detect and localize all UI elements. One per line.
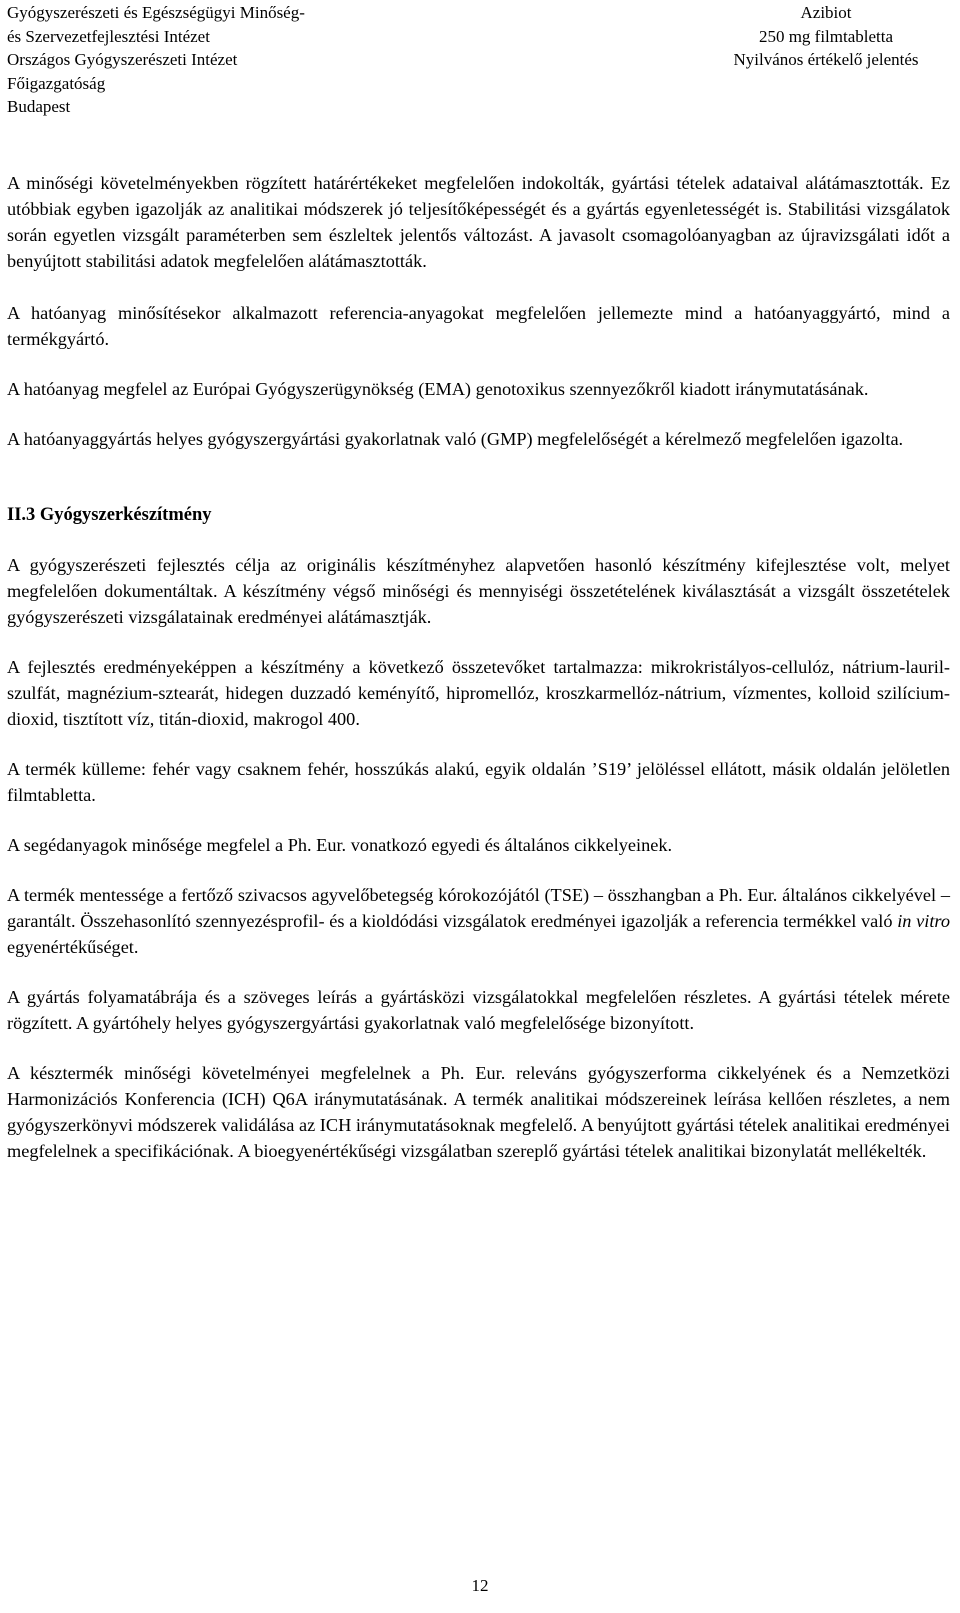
- header-left-line: és Szervezetfejlesztési Intézet: [7, 26, 210, 46]
- header-left-line: Budapest: [7, 97, 71, 116]
- header-left-line: Országos Gyógyszerészeti Intézet: [7, 50, 238, 69]
- paragraph: A segédanyagok minősége megfelel a Ph. Eur. vonatkozó egyedi és általános cikkelyeinek.: [7, 835, 673, 855]
- header-left-line: Gyógyszerészeti és Egészségügyi Minőség-: [7, 3, 305, 22]
- paragraph: A minőségi követelményekben rögzített határértékeket megfelelően indokolták, gyártási tételek adataival alátámasztották. Ez utóbbiak egyben igazolják az analitikai módszerek jó teljesítőképességét és a gyártás egyenletességét is. Stabilitási vizsgálatok során egyetlen vizsgált paraméterben sem észleltek jelentős változást. A javasolt csomagolóanyagban az újravizsgálati időt a benyújtott stabilitási adatok megfelelően alátámasztották.: [7, 173, 950, 271]
- paragraph: A késztermék minőségi követelményei megfelelnek a Ph. Eur. releváns gyógyszerforma cikkelyének és a Nemzetközi Harmonizációs Konferencia (ICH) Q6A iránymutatásának. A termék analitikai módszereinek leírása kellően részletes, a nem gyógyszerkönyvi módszerek validálása az ICH iránymutatásoknak megfelelő. A benyújtott gyártási tételek analitikai eredményei megfelelnek a specifikációnak. A bioegyenértékűségi vizsgálatban szereplő gyártási tételek analitikai bizonylatát mellékelték.: [7, 1063, 950, 1161]
- header-product-form: 250 mg filmtabletta: [758, 26, 894, 46]
- page-number: 12: [471, 1576, 489, 1595]
- header-institution: [7, 1, 305, 119]
- paragraph: A hatóanyag megfelel az Európai Gyógyszerügynökség (EMA) genotoxikus szennyezőkről kiadott iránymutatásának.: [7, 379, 869, 399]
- document-body: [7, 170, 950, 1188]
- paragraph-tse: [7, 882, 950, 960]
- paragraph: A termék külleme: fehér vagy csaknem fehér, hosszúkás alakú, egyik oldalán ’S19’ jelöléssel ellátott, másik oldalán jelöletlen filmtabletta.: [7, 759, 950, 805]
- italic-term: in vitro: [897, 911, 951, 931]
- header-product-name: Azibiot: [800, 3, 852, 22]
- paragraph: A fejlesztés eredményeképpen a készítmény a következő összetevőket tartalmazza: mikrokristályos-cellulóz, nátrium-lauril-szulfát, magnézium-sztearát, hidegen duzzadó keményítő, hipromellóz, kroszkarmellóz-nátrium, vízmentes, kolloid szilícium-dioxid, tisztított víz, titán-dioxid, makrogol 400.: [7, 657, 950, 729]
- paragraph: A hatóanyag minősítésekor alkalmazott referencia-anyagokat megfelelően jellemezte mind a hatóanyaggyártó, mind a termékgyártó.: [7, 303, 950, 349]
- paragraph: A gyártás folyamatábrája és a szöveges leírás a gyártásközi vizsgálatokkal megfelelően részletes. A gyártási tételek mérete rögzített. A gyártóhely helyes gyógyszergyártási gyakorlatnak való megfelelősége bizonyított.: [7, 987, 950, 1033]
- paragraph-text: A termék mentessége a fertőző szivacsos agyvelőbetegség kórokozójától (TSE) – összhangban a Ph. Eur. általános cikkelyével – garantált. Összehasonlító szennyezésprofil- és a kioldódási vizsgálatok eredményei igazolják a referencia termékkel való: [7, 885, 950, 931]
- paragraph: A gyógyszerészeti fejlesztés célja az originális készítményhez alapvetően hasonló készítmény kifejlesztése volt, melyet megfelelően dokumentáltak. A készítmény végső minőségi és mennyiségi összetételének kiválasztását a vizsgált összetételek gyógyszerészeti vizsgálatainak eredményei alátámasztják.: [7, 555, 950, 627]
- page-header: [7, 0, 950, 120]
- header-report-type: Nyilvános értékelő jelentés: [733, 50, 919, 69]
- paragraph: A hatóanyaggyártás helyes gyógyszergyártási gyakorlatnak való (GMP) megfelelőségét a kérelmező megfelelően igazolta.: [7, 429, 904, 449]
- header-product: [702, 1, 950, 72]
- header-left-line: Főigazgatóság: [7, 73, 106, 93]
- paragraph-text: egyenértékűséget.: [7, 937, 139, 957]
- section-heading: II.3 Gyógyszerkészítmény: [7, 505, 212, 525]
